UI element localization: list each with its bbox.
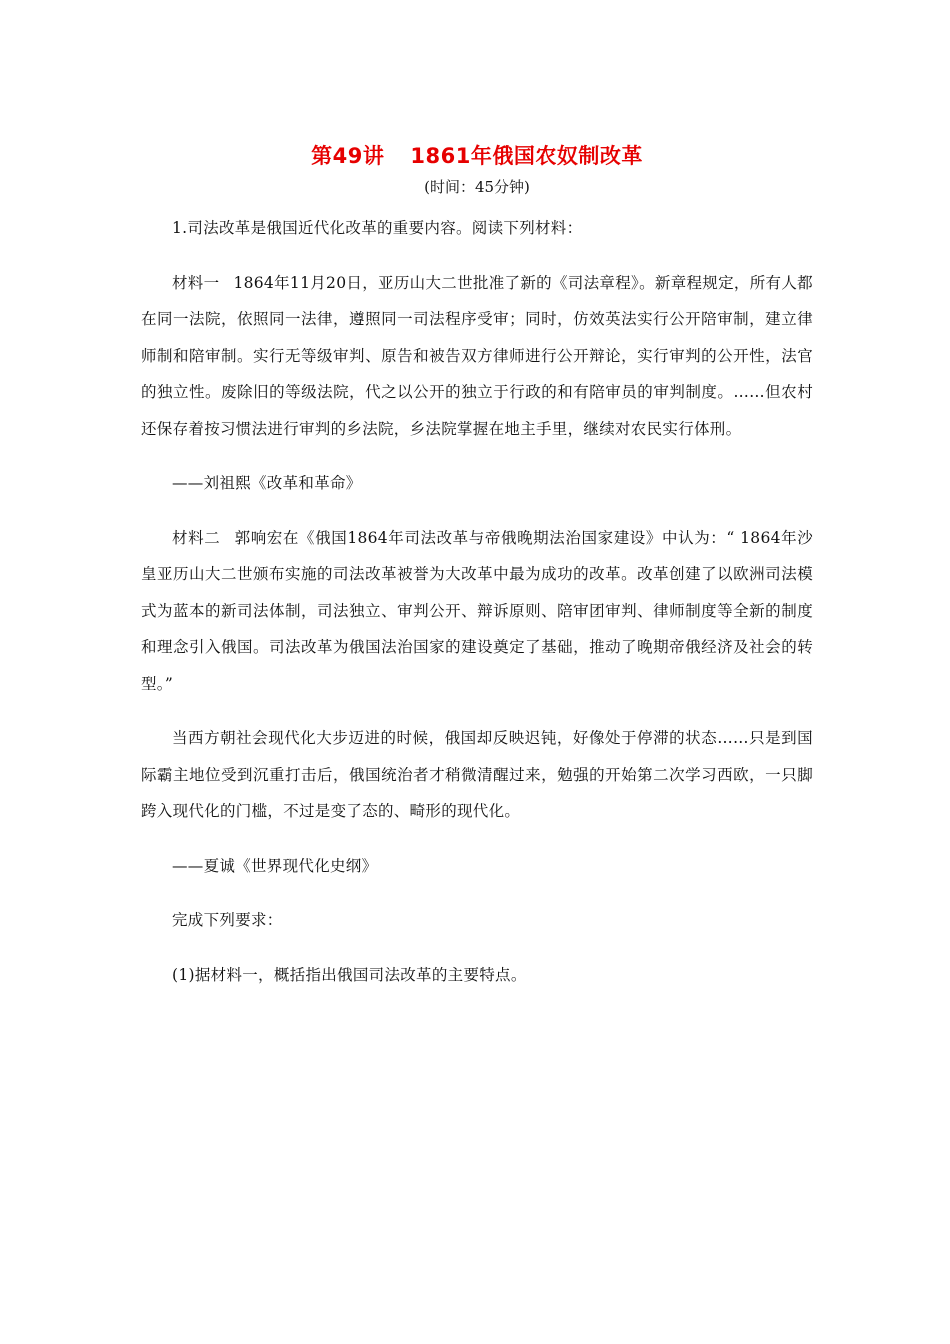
page-title — [141, 140, 813, 172]
question-intro: 1.司法改革是俄国近代化改革的重要内容。阅读下列材料： — [172, 219, 583, 237]
task-intro: 完成下列要求： — [172, 911, 283, 929]
title-lesson-number: 第49讲 — [311, 144, 385, 168]
material-2-text: 郭响宏在《俄国1864年司法改革与帝俄晚期法治国家建设》中认为：“ 1864年沙皇亚历山大二世颁布实施的司法改革被誉为大改革中最为成功的改革。改革创建了以欧洲司法模式为蓝本的新司法体制，司法独立、审判公开、辩诉原则、陪审团审判、律师制度等全新的制度和理念引入俄国。司法改革为俄国法治国家的建设奠定了基础，推动了晚期帝俄经济及社会的转型。” — [141, 528, 813, 693]
material-1-source: ——刘祖熙《改革和革命》 — [172, 474, 362, 492]
material-3-text: 当西方朝社会现代化大步迈进的时候，俄国却反映迟钝，好像处于停滞的状态……只是到国际霸主地位受到沉重打击后，俄国统治者才稍微清醒过来，勉强的开始第二次学习西欧，一只脚跨入现代化的门槛，不过是变了态的、畸形的现代化。 — [141, 729, 813, 820]
material-1 — [141, 265, 813, 448]
time-note: (时间：45分钟) — [424, 178, 530, 196]
material-2-label: 材料二 — [172, 528, 221, 547]
material-2 — [141, 520, 813, 703]
title-topic: 1861年俄国农奴制改革 — [410, 144, 643, 168]
material-3-source: ——夏诚《世界现代化史纲》 — [172, 856, 378, 875]
sub-question-1: (1)据材料一，概括指出俄国司法改革的主要特点。 — [172, 965, 527, 984]
material-1-text: 1864年11月20日，亚历山大二世批准了新的《司法章程》。新章程规定，所有人都在同一法院，依照同一法律，遵照同一司法程序受审；同时，仿效英法实行公开陪审制，建立律师制和陪审制。实行无等级审判、原告和被告双方律师进行公开辩论，实行审判的公开性，法官的独立性。废除旧的等级法院，代之以公开的独立于行政的和有陪审员的审判制度。……但农村还保存着按习惯法进行审判的乡法院，乡法院掌握在地主手里，继续对农民实行体刑。 — [141, 273, 813, 438]
material-1-label: 材料一 — [172, 273, 220, 292]
document-page — [141, 140, 813, 993]
